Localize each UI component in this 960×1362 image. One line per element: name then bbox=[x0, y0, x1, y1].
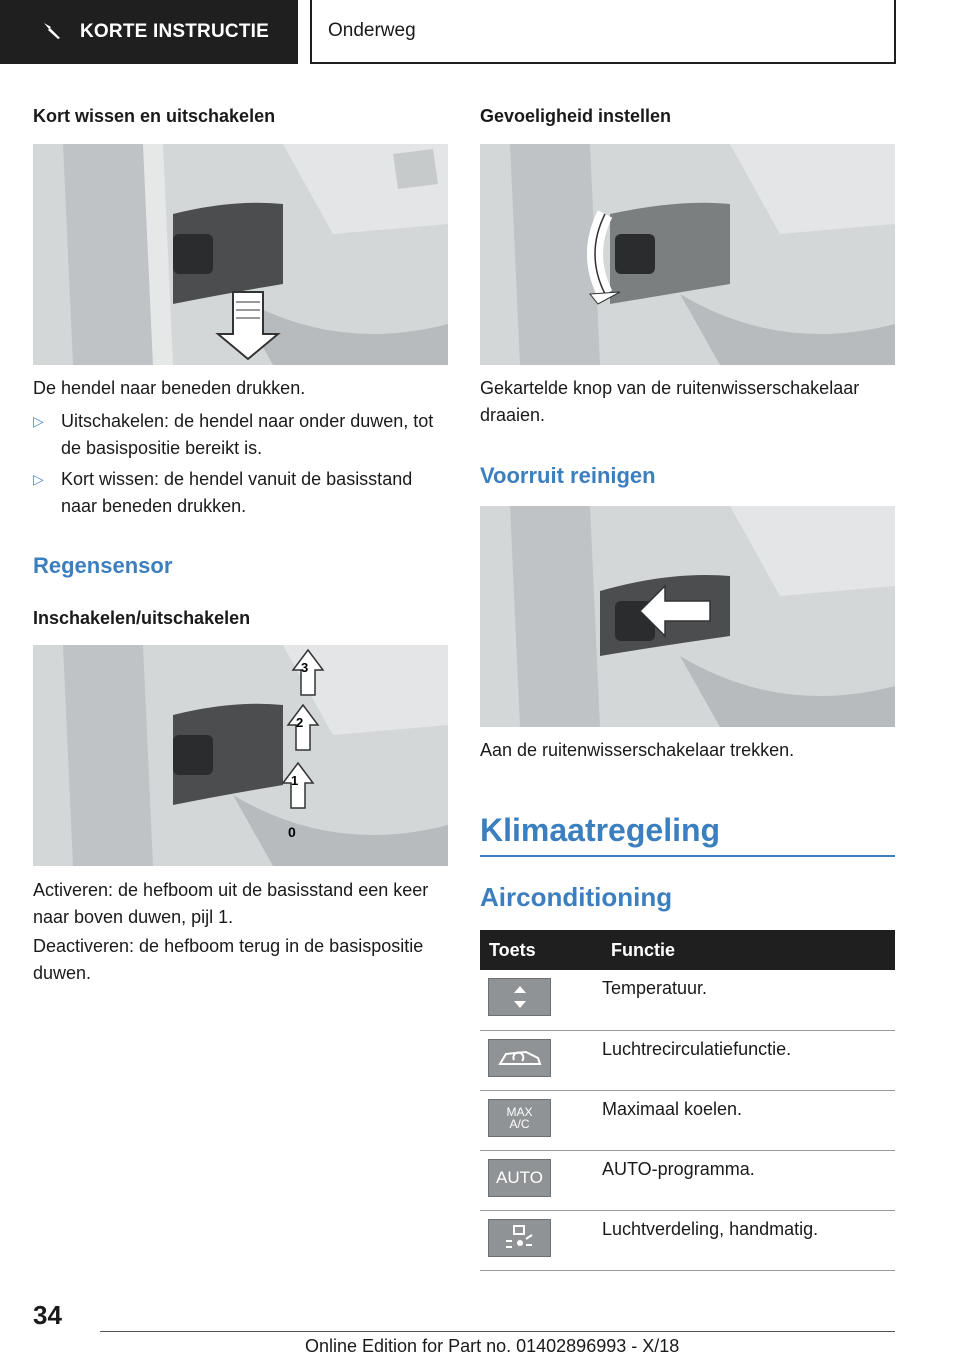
table-cell: Temperatuur. bbox=[602, 970, 895, 1030]
bullet-triangle-icon: ▷ bbox=[33, 471, 44, 487]
sensitivity-knob-image bbox=[480, 144, 895, 365]
table-row bbox=[480, 1030, 895, 1090]
page-number: 34 bbox=[33, 1300, 62, 1330]
instruction-text: Deactiveren: de hefboom terug in de basispositie duwen. bbox=[33, 936, 424, 983]
recirculation-icon bbox=[488, 1039, 551, 1077]
header-tab bbox=[0, 0, 298, 64]
bullet-text: Uitschakelen: de hendel naar onder duwen, tot de basispositie bereikt is. bbox=[61, 411, 434, 458]
wiper-lever-down-image bbox=[33, 144, 448, 365]
quick-reference-icon bbox=[42, 19, 64, 46]
table-row bbox=[480, 970, 895, 1030]
section-heading: Gevoeligheid instellen bbox=[480, 106, 672, 126]
temperature-arrows-icon bbox=[488, 978, 551, 1016]
footer-edition: Online Edition for Part no. 01402896993 - X/18 bbox=[305, 1336, 680, 1356]
bullet-item bbox=[33, 466, 449, 520]
max-ac-icon: MAX A/C bbox=[488, 1099, 551, 1137]
table-row bbox=[480, 1210, 895, 1270]
section-heading: Kort wissen en uitschakelen bbox=[33, 106, 276, 126]
footer-divider bbox=[100, 1331, 895, 1332]
arrow-label: 0 bbox=[288, 824, 296, 840]
auto-icon: AUTO bbox=[488, 1159, 551, 1197]
table-row bbox=[480, 1150, 895, 1210]
button-function-table bbox=[480, 930, 895, 1271]
table-cell: AUTO-programma. bbox=[602, 1150, 895, 1210]
table-cell: Luchtverdeling, handmatig. bbox=[602, 1210, 895, 1270]
section-heading: Inschakelen/uitschakelen bbox=[33, 608, 251, 628]
rain-sensor-image bbox=[33, 645, 448, 866]
arrow-label: 2 bbox=[296, 715, 304, 730]
table-cell: Maximaal koelen. bbox=[602, 1090, 895, 1150]
table-cell: Luchtrecirculatiefunctie. bbox=[602, 1030, 895, 1090]
arrow-label: 1 bbox=[291, 773, 299, 788]
column-header: Toets bbox=[480, 930, 602, 970]
section-heading-blue: Regensensor bbox=[33, 553, 173, 578]
chapter-heading: Klimaatregeling bbox=[480, 812, 895, 857]
header-tab-title: KORTE INSTRUCTIE bbox=[80, 21, 269, 42]
column-header: Functie bbox=[602, 930, 895, 970]
section-heading-blue: Airconditioning bbox=[480, 882, 673, 912]
instruction-text: De hendel naar beneden drukken. bbox=[33, 378, 306, 398]
table-row bbox=[480, 1090, 895, 1150]
section-heading-blue: Voorruit reinigen bbox=[480, 463, 656, 488]
instruction-text: Activeren: de hefboom uit de basisstand een keer naar boven duwen, pijl 1. bbox=[33, 880, 429, 927]
air-distribution-icon bbox=[488, 1219, 551, 1257]
bullet-item bbox=[33, 408, 449, 462]
bullet-triangle-icon: ▷ bbox=[33, 413, 44, 429]
windshield-cleaning-image bbox=[480, 506, 895, 727]
bullet-text: Kort wissen: de hendel vanuit de basisstand naar beneden drukken. bbox=[61, 469, 413, 516]
instruction-text: Aan de ruitenwisserschakelaar trekken. bbox=[480, 740, 795, 760]
instruction-text: Gekartelde knop van de ruitenwisserschakelaar draaien. bbox=[480, 378, 860, 425]
arrow-label: 3 bbox=[301, 660, 309, 675]
table-header-row bbox=[480, 930, 895, 970]
header-section: Onderweg bbox=[310, 0, 896, 64]
